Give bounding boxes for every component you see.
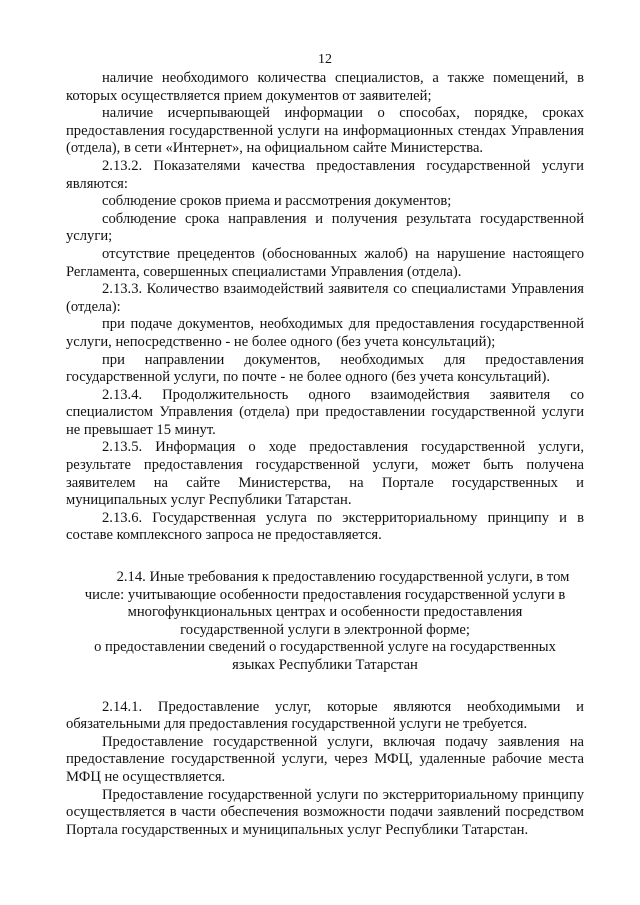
paragraph: 2.13.4. Продолжительность одного взаимодействия заявителя со специалистом Управления (отдела) при предоставлении государственной услуги не превышает 15 минут. — [66, 386, 584, 438]
paragraph: при подаче документов, необходимых для предоставления государственной услуги, непосредственно - не более одного (без учета консультаций); — [66, 316, 584, 350]
paragraph: наличие необходимого количества специалистов, а также помещений, в которых осуществляется прием документов от заявителей; — [66, 70, 584, 104]
paragraph: 2.13.2. Показателями качества предоставления государственной услуги являются: — [66, 157, 584, 192]
paragraph: Предоставление государственной услуги по экстерриториальному принципу осуществляется в части обеспечения возможности подачи заявлений посредством Портала государственных и муниципальных услуг Республики Татарстан. — [66, 786, 584, 838]
paragraph: соблюдение сроков приема и рассмотрения документов; — [102, 193, 452, 210]
paragraph: наличие исчерпывающей информации о способах, порядке, сроках предоставления государственной услуги на информационных стендах Управления (отдела), в сети «Интернет», на официальном сайте Министерства. — [66, 105, 584, 157]
paragraph: 2.13.6. Государственная услуга по экстерриториальному принципу и в составе комплексного запроса не предоставляется. — [66, 509, 584, 544]
paragraph: 2.13.5. Информация о ходе предоставления государственной услуги, результате предоставления государственной услуги, может быть получена заявителем на сайте Министерства, на Портале государственных и муниципальных услуг Республики Татарстан. — [66, 439, 584, 509]
heading-line: многофункциональных центрах и особенности предоставления — [127, 604, 523, 621]
paragraph: при направлении документов, необходимых для предоставления государственной услуги, по почте - не более одного (без учета консультаций). — [66, 351, 584, 386]
heading-line: государственной услуги в электронной форме; — [180, 621, 470, 638]
heading-line: 2.14. Иные требования к предоставлению государственной услуги, в том — [116, 569, 570, 586]
heading-line: о предоставлении сведений о государственной услуге на государственных — [94, 639, 556, 656]
page-number: 12 — [318, 52, 332, 67]
body-top — [66, 70, 584, 545]
paragraph: 2.14.1. Предоставление услуг, которые являются необходимыми и обязательными для предоставления государственной услуги не требуется. — [66, 698, 584, 733]
paragraph: 2.13.3. Количество взаимодействий заявителя со специалистами Управления (отдела): — [66, 281, 584, 315]
section-heading — [66, 569, 584, 675]
heading-line: числе: учитывающие особенности предоставления государственной услуги в — [84, 586, 566, 603]
paragraph: соблюдение срока направления и получения результата государственной услуги; — [66, 210, 584, 245]
body-bottom — [66, 699, 584, 840]
paragraph: отсутствие прецедентов (обоснованных жалоб) на нарушение настоящего Регламента, совершенных специалистами Управления (отдела). — [66, 245, 584, 280]
heading-line: языках Республики Татарстан — [232, 657, 418, 673]
paragraph: Предоставление государственной услуги, включая подачу заявления на предоставление государственной услуги, через МФЦ, удаленные рабочие места МФЦ не осуществляется. — [66, 733, 584, 785]
